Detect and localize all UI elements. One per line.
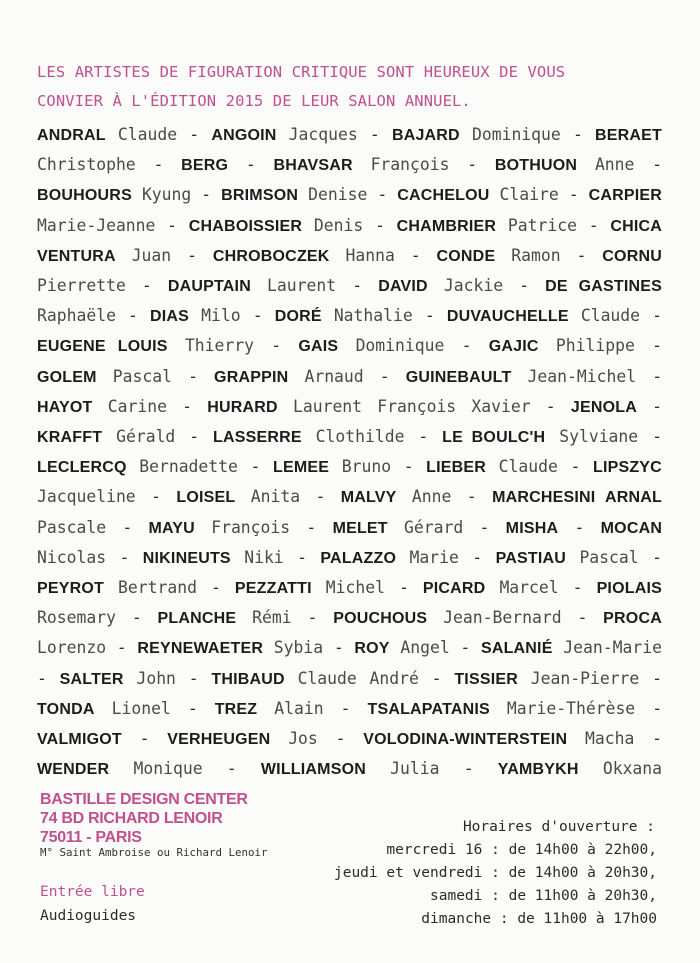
artist-first-name: Jean-Marie [563,638,662,658]
artist-separator: - [418,427,429,447]
artist-entry [341,487,452,506]
artist-entry [273,457,391,476]
artist-last-name: BOTHUON [494,157,578,175]
artist-first-name: Gérald [116,427,176,447]
artist-entry [354,638,449,657]
artist-separator: - [576,245,587,265]
artist-last-name: BERAET [594,127,662,144]
artist-separator: - [431,668,442,688]
artist-separator: - [652,729,662,749]
artist-first-name: Jos [288,729,318,749]
artist-separator: - [374,215,385,235]
artist-separator: - [340,698,351,718]
artist-separator: - [652,547,662,567]
artist-first-name: Jacques [288,125,358,144]
artist-entry [363,729,634,748]
artist-separator: - [119,547,130,567]
artist-first-name: Carine [107,396,167,416]
artist-separator: - [189,427,200,447]
artist-first-name: Pascal [112,366,172,386]
artist-last-name: LE BOULC'H [442,429,546,447]
artist-separator: - [182,396,193,416]
artist-entry [481,638,662,657]
artist-separator: - [188,366,198,386]
artist-last-name: CONDE [436,247,496,265]
artist-entry [261,759,440,778]
artist-last-name: CHROBOCZEK [212,247,330,265]
artist-first-name: François [370,155,450,175]
artist-entry [167,729,318,748]
artist-last-name: SALANIÉ [480,640,553,658]
artist-last-name: LASSERRE [213,429,302,447]
artist-entry [406,367,636,386]
artist-entry [498,759,662,778]
artist-entry [496,548,639,567]
artist-first-name: Anne [411,487,452,507]
artist-last-name: ANDRAL [37,127,106,144]
artist-entry [189,216,363,235]
artist-last-name: DAUPTAIN [167,278,251,296]
artist-separator: - [519,276,530,296]
artist-last-name: POUCHOUS [333,610,428,628]
artist-entry [437,246,561,265]
artist-first-name: Milo [201,306,241,326]
artist-last-name: CHAMBRIER [396,217,497,235]
audioguides: Audioguides [40,908,137,924]
artist-first-name: Nathalie [333,306,413,326]
artist-last-name: DUVAUCHELLE [446,308,569,326]
entree-libre: Entrée libre [40,884,145,900]
artist-last-name: BRIMSON [221,187,299,205]
artist-first-name: Philippe [555,336,635,356]
artist-separator: - [116,638,127,658]
artist-first-name: Kyung [141,185,192,205]
artist-last-name: JENOLA [570,398,637,416]
artist-separator: - [122,517,133,537]
artist-first-name: Bernadette [139,457,238,477]
artist-last-name: PICARD [422,580,486,598]
artist-separator: - [570,457,581,477]
artist-first-name: Bruno [341,457,392,477]
artist-first-name: Claude [117,125,178,144]
artist-first-name: Jean-Pierre [530,668,640,688]
artist-last-name: GUINEBAULT [405,368,512,386]
artist-entry [37,336,254,355]
artist-last-name: TREZ [214,700,258,718]
artist-last-name: PROCA [603,610,662,628]
artist-separator: - [201,185,212,205]
artist-first-name: Macha [584,729,635,749]
artist-last-name: PEYROT [37,580,104,598]
artist-first-name: Jean-Bernard [443,608,562,628]
artist-entry [367,699,635,718]
artist-entry [423,578,559,597]
artist-separator: - [588,215,599,235]
artist-first-name: Marie [409,547,459,567]
artist-separator: - [141,276,152,296]
artist-first-name: Thierry [184,336,255,356]
artist-first-name: Michel [325,578,385,598]
artist-separator: - [568,185,579,205]
artist-last-name: VERHEUGEN [167,731,271,749]
artist-first-name: Patrice [507,215,577,235]
hours-title: Horaires d'ouverture : [462,819,655,835]
artist-separator: - [226,759,237,779]
artist-entry [143,548,284,567]
artist-first-name: Marie-Jeanne [37,215,156,235]
artist-separator: - [577,608,588,628]
artist-entry [320,548,459,567]
artist-separator: - [379,366,390,386]
artist-last-name: THIBAUD [211,670,285,688]
artist-last-name: CHICA VENTURA [37,217,663,265]
artist-last-name: BAJARD [391,127,460,144]
artist-separator: - [297,547,307,567]
artist-separator: - [335,729,346,749]
artist-first-name: Arnaud [304,366,364,386]
artist-last-name: WILLIAMSON [260,761,366,779]
artist-entry [60,669,176,688]
venue-city: 75011 - PARIS [40,829,142,846]
artist-entry [447,306,640,325]
artist-entry [214,367,364,386]
artist-entry [495,155,635,174]
artist-first-name: Alain [274,698,324,718]
hours-line: samedi : de 11h00 à 20h30, [430,888,657,904]
venue-name: BASTILLE DESIGN CENTER [40,791,248,808]
artist-last-name: CHABOISSIER [188,217,303,235]
artist-last-name: VALMIGOT [37,731,122,749]
artist-first-name: Jean-Michel [527,366,637,386]
artist-last-name: HAYOT [37,398,93,416]
artist-first-name: Angel [400,638,450,658]
artist-last-name: PASTIAU [495,549,567,567]
artist-entry [378,276,503,295]
artist-last-name: KRAFFT [37,429,103,447]
artist-entry [37,699,171,718]
artist-separator: - [188,668,199,688]
artist-last-name: ROY [354,640,390,658]
artist-separator: - [424,306,435,326]
artist-last-name: GRAPPIN [214,368,289,386]
artist-last-name: BERG [181,157,229,175]
artist-entry [213,246,395,265]
artist-separator: - [652,155,663,175]
artist-first-name: Jackie [443,276,504,296]
artist-separator: - [461,336,472,356]
artist-entry [333,518,464,537]
artist-entry [148,518,290,537]
artist-last-name: DORÉ [274,308,322,326]
artist-separator: - [167,215,178,235]
artist-separator: - [153,155,164,175]
artist-last-name: GAIS [298,338,339,356]
artist-separator: - [398,578,409,598]
artist-last-name: WENDER [37,761,110,779]
artist-separator: - [271,336,282,356]
artist-last-name: HURARD [207,398,278,416]
hours-line: jeudi et vendredi : de 14h00 à 20h30, [333,865,657,881]
artist-first-name: Bertrand [118,578,197,598]
artist-last-name: VOLODINA-WINTERSTEIN [363,731,568,749]
artist-last-name: REYNEWAETER [137,640,264,658]
venue-metro: M° Saint Ambroise ou Richard Lenoir [40,846,268,859]
artist-first-name: Denis [313,215,364,235]
artist-last-name: TISSIER [454,670,518,688]
artist-separator: - [210,578,221,598]
artist-last-name: YAMBYKH [497,761,579,779]
artist-last-name: CACHELOU [397,187,490,205]
artist-last-name: NIKINEUTS [142,549,231,567]
artist-entry [176,487,300,506]
artist-first-name: Dominique [355,336,445,356]
artist-last-name: GOLEM [37,368,97,386]
artist-entry [442,427,638,446]
artist-last-name: PIOLAIS [596,580,662,598]
artist-entry [213,427,404,446]
artist-first-name: John [136,668,176,688]
artist-separator: - [37,668,47,688]
artist-first-name: Laurent François Xavier [292,396,531,416]
artist-separator: - [652,366,663,386]
artist-last-name: BHAVSAR [273,157,353,175]
artist-separator: - [463,759,474,779]
artist-last-name: DE GASTINES [545,278,663,296]
artist-separator: - [128,306,138,326]
artist-entry [150,306,241,325]
artist-first-name: Raphaële [37,306,116,326]
artist-last-name: PEZZATTI [234,580,312,598]
artist-first-name: Pierrette [37,276,126,296]
artist-last-name: MOCAN [600,519,663,537]
artist-last-name: SALTER [59,670,124,688]
artist-separator: - [466,487,477,507]
artist-entry [207,397,530,416]
artist-first-name: Rosemary [37,608,116,628]
artist-separator: - [187,698,198,718]
artist-separator: - [574,517,585,537]
artist-entry [506,518,559,537]
artist-entry [571,397,637,416]
artist-entry [37,729,122,748]
artist-entry [454,669,639,688]
artist-entry [426,457,558,476]
artist-last-name: LEMEE [273,459,330,477]
artist-first-name: Christophe [37,155,136,175]
artist-entry [333,608,561,627]
artist-separator: - [403,457,414,477]
artist-first-name: Juan [131,245,172,265]
artist-separator: - [652,336,662,356]
artist-entry [235,578,385,597]
artist-first-name: Marcel [499,578,559,598]
artist-first-name: Clothilde [315,427,405,447]
artist-first-name: Sylviane [559,427,639,447]
artist-first-name: Lorenzo [37,638,107,658]
artist-first-name: François [211,517,291,537]
intro-text [37,58,667,116]
artist-last-name: BOUHOURS [37,187,132,205]
intro-line-1: LES ARTISTES DE FIGURATION CRITIQUE SONT HEUREUX DE VOUS [37,63,566,81]
artist-last-name: ANGOIN [211,127,277,144]
artist-last-name: MARCHESINI ARNAL [492,489,662,507]
artist-separator: - [252,306,263,326]
artist-separator: - [187,245,197,265]
artist-separator: - [652,396,663,416]
artist-separator: - [479,517,490,537]
artist-entry [37,367,172,386]
artist-last-name: CARPIER [588,187,662,205]
artist-first-name: Ramon [511,245,561,265]
artist-first-name: Pascal [579,547,639,567]
artist-last-name: PLANCHE [157,610,237,628]
artist-first-name: Monique [133,759,203,779]
artist-entry [392,125,561,144]
artist-separator: - [460,638,471,658]
artist-entry [158,608,292,627]
artist-entry [273,155,449,174]
artist-entry [221,185,367,204]
artist-entry [37,759,203,778]
artist-entry [397,185,558,204]
artist-first-name: Claire [499,185,559,205]
artist-separator: - [245,155,256,175]
artist-separator: - [572,578,583,598]
artist-first-name: Claude [498,457,558,477]
artist-last-name: LOISEL [176,489,236,507]
artist-entry [489,336,635,355]
artist-entry [37,397,167,416]
venue-block [40,790,248,847]
artist-separator: - [369,125,380,144]
artist-first-name: Dominique [471,125,561,144]
artist-separator: - [652,698,663,718]
artist-first-name: Claude André [297,668,419,688]
artist-separator: - [315,487,326,507]
artist-first-name: Marie-Thérèse [506,698,636,718]
artist-entry [37,427,175,446]
artist-separator: - [307,608,318,628]
artist-last-name: DIAS [150,308,190,326]
artist-first-name: Rémi [252,608,292,628]
artist-separator: - [333,638,344,658]
artist-separator: - [306,517,317,537]
artist-last-name: EUGENE LOUIS [37,338,168,356]
artist-entry [215,699,324,718]
artist-separator: - [467,155,478,175]
artist-entry [211,125,357,144]
artist-first-name: Claude [580,306,641,326]
artist-first-name: Anne [594,155,635,175]
artist-last-name: LIEBER [426,459,487,477]
hours-line: dimanche : de 11h00 à 17h00 [421,911,657,927]
artist-separator: - [652,427,662,447]
artist-separator: - [352,276,363,296]
artist-entry [397,216,577,235]
artist-entry [211,669,419,688]
artist-entry [275,306,413,325]
artist-entry [37,578,197,597]
artist-last-name: MAYU [148,519,195,537]
artist-separator: - [652,306,663,326]
artist-separator: - [131,608,142,628]
artist-first-name: Laurent [267,276,337,296]
artist-last-name: DAVID [378,278,428,296]
artist-last-name: TSALAPATANIS [367,700,490,718]
artist-first-name: Nicolas [37,547,107,567]
artist-separator: - [250,457,261,477]
intro-line-2: CONVIER À L'ÉDITION 2015 DE LEUR SALON ANNUEL. [37,92,471,110]
artist-last-name: GAJIC [488,338,539,356]
artist-last-name: PALAZZO [320,549,397,567]
artist-separator: - [652,668,662,688]
artist-separator: - [139,729,150,749]
artist-list [37,120,662,784]
artist-first-name: Hanna [345,245,395,265]
artist-entry [37,125,177,144]
artist-first-name: Gérard [404,517,464,537]
artist-entry [137,638,323,657]
artist-last-name: LIPSZYC [592,459,662,477]
hours-line: mercredi 16 : de 14h00 à 22h00, [386,842,657,858]
artist-separator: - [410,245,421,265]
artist-entry [37,185,191,204]
artist-first-name: Jacqueline [37,487,136,507]
artist-first-name: Niki [244,547,284,567]
artist-separator: - [377,185,388,205]
artist-entry [181,155,228,174]
artist-entry [168,276,336,295]
artist-first-name: Pascale [37,517,107,537]
artist-last-name: TONDA [37,700,95,718]
artist-first-name: Julia [390,759,440,779]
artist-last-name: MISHA [505,519,559,537]
artist-separator: - [189,125,200,144]
artist-separator: - [572,125,583,144]
artist-entry [37,457,238,476]
artist-last-name: LECLERCQ [37,459,127,477]
artist-separator: - [545,396,556,416]
artist-first-name: Lionel [111,698,171,718]
artist-first-name: Sybia [273,638,324,658]
artist-last-name: MALVY [340,489,397,507]
opening-hours [297,816,657,931]
artist-entry [298,336,444,355]
artist-first-name: Denise [308,185,368,205]
artist-separator: - [472,547,483,567]
artist-last-name: CORNU [602,247,662,265]
artist-separator: - [151,487,161,507]
venue-street: 74 BD RICHARD LENOIR [40,810,223,827]
artist-last-name: MELET [332,519,388,537]
artist-first-name: Anita [250,487,301,507]
artist-first-name: Okxana [602,759,663,779]
